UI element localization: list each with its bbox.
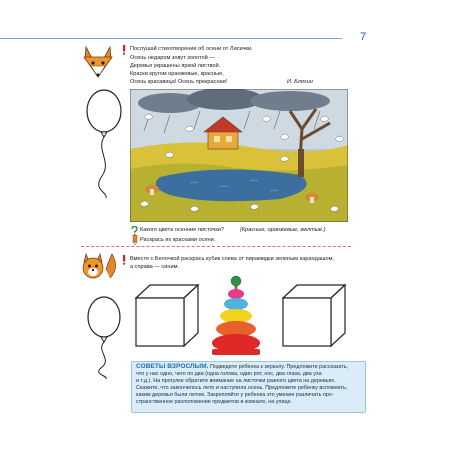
section-divider <box>81 246 351 247</box>
advice-line: и т.д.). На прогулке обратите внимание на листочки разного цвета на деревьях. <box>136 378 336 384</box>
pyramid-toy <box>206 274 266 358</box>
advice-text: Подведите ребенка к зеркалу. Предложите рассказать, <box>209 364 349 370</box>
poem-author: И. Бляхин <box>287 79 313 85</box>
header-rule <box>0 38 342 39</box>
advice-line: странственное расположение предметов в комнате, на улице. <box>136 399 292 405</box>
cube-left <box>132 282 202 350</box>
balloon-icon <box>82 295 126 379</box>
exclamation-icon <box>121 255 127 265</box>
question-answer: (Красные, оранжевые, желтые.) <box>240 227 326 233</box>
cube-right <box>279 282 349 350</box>
balloon-icon <box>82 88 126 200</box>
pencil-icon <box>132 235 138 245</box>
squirrel-icon <box>80 248 120 284</box>
poem-line: Краски кругом оранжевые, красные, <box>130 71 224 77</box>
advice-line: что у нас одно, чего по два (одна голова, один рот, нос, два глаза, два уха <box>136 371 322 377</box>
page-number: 7 <box>360 31 367 43</box>
task-text: Раскрась их красками осени. <box>140 237 216 243</box>
autumn-illustration <box>130 89 348 222</box>
cube-instruction: Вместе с Белочкой раскрась кубик слева от пирамидки зеленым карандашом, <box>130 256 334 262</box>
exclamation-icon <box>121 45 127 55</box>
poem-line: Осень недаром зовут золотой — <box>130 55 215 61</box>
fox-icon <box>80 44 116 80</box>
poem-line: Осень красавица! Осень прекрасная! <box>130 79 228 85</box>
poem-instruction: Послушай стихотворение об осени от Лисички. <box>130 46 253 52</box>
cube-instruction: а справа — синим. <box>130 264 179 270</box>
advice-line: Скажите, что закончилось лето и наступила осень. Предложите ребенку вспомнить, <box>136 385 348 391</box>
poem-line: Деревья украшены яркой листвой. <box>130 63 221 69</box>
question-text: Какого цвета осенние листочки? <box>140 227 225 233</box>
advice-heading: СОВЕТЫ ВЗРОСЛЫМ. <box>136 363 209 370</box>
advice-line: каким деревья были летом. Закрепляйте у ребенка это умение различать про- <box>136 392 334 398</box>
